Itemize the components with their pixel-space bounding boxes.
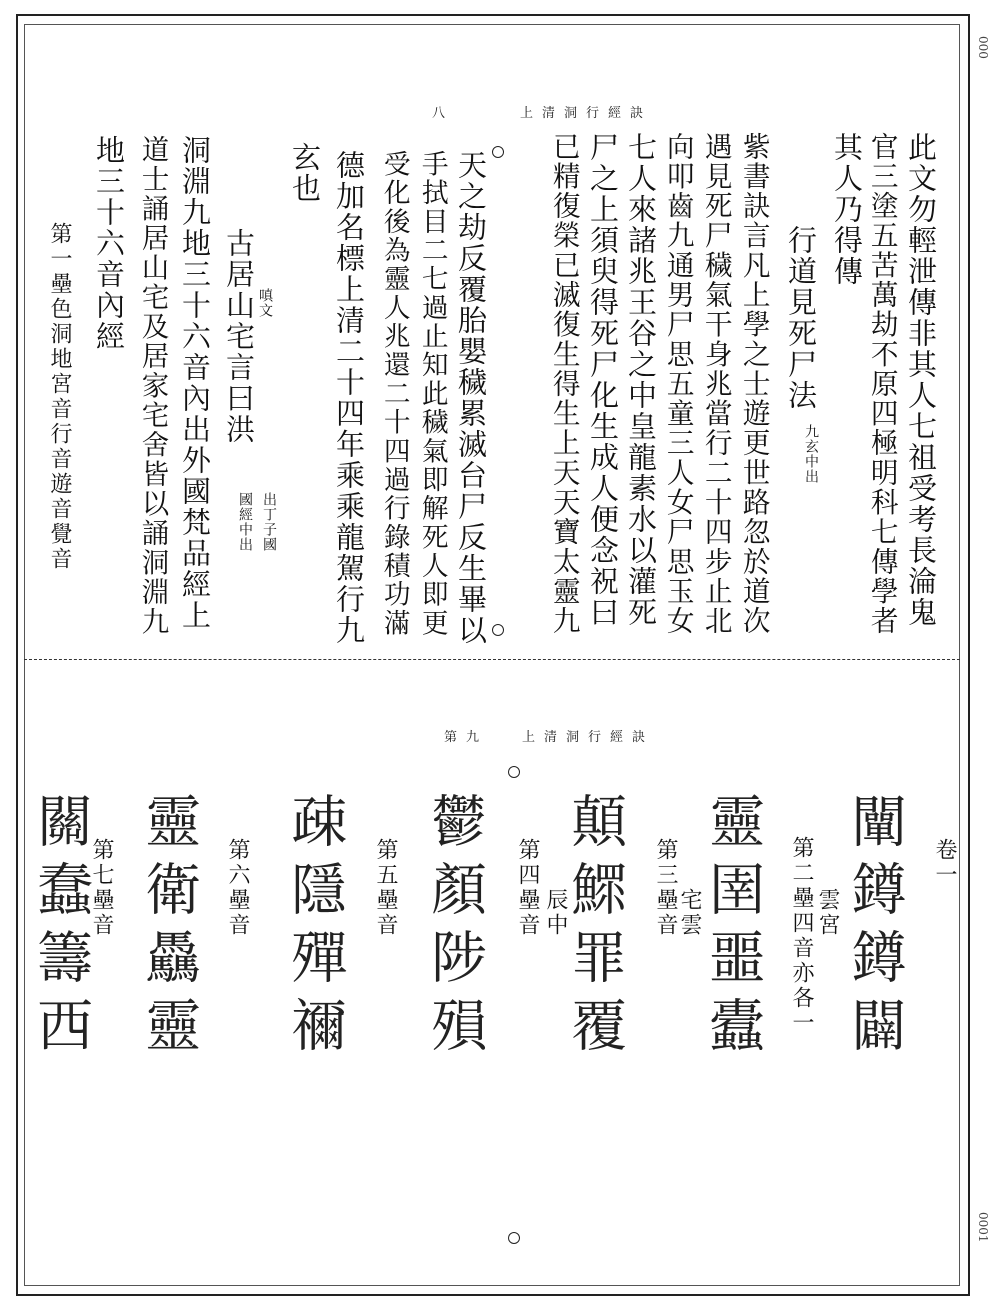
binding-hole-mark [508, 766, 520, 778]
binding-hole-mark [492, 146, 504, 158]
text-column: 天之劫反覆胎嬰穢累滅台尸反生畢以 [454, 150, 488, 646]
seal-script-column: 疎隱殫禰 [282, 792, 348, 1064]
seal-script-column: 闡鐏鐏闢 [842, 792, 908, 1064]
annotation: 國經中出 [237, 492, 253, 552]
seal-script-column: 靈衛驫靈 [136, 792, 202, 1064]
annotation: 出丁子國 [261, 492, 277, 552]
scan-reference-number: 0001 [976, 1212, 990, 1243]
section-heading: 第七壘音 [89, 838, 114, 938]
small-seal-glyphs: 雲宮 [815, 888, 840, 938]
text-column: 德加名標上清二十四年乘乘龍駕行九 [332, 150, 366, 646]
section-heading: 古居山宅言曰洪 [222, 228, 256, 445]
text-column: 向叩齒九通男尸思五童三人女尸思玉女 [661, 132, 695, 636]
small-seal-glyphs: 宅雲 [677, 888, 702, 938]
section-heading: 卷一 [932, 838, 957, 888]
text-column: 此文勿輕泄傳非其人七祖受考長淪鬼 [904, 132, 938, 628]
text-column: 受化後為靈人兆還二十四過行錄積功滿 [378, 150, 410, 638]
seal-script-column: 靈圉噩蠹 [700, 792, 766, 1064]
section-heading: 行道見死尸法 [784, 225, 818, 411]
binding-hole-mark [492, 624, 504, 636]
seal-script-column: 顛鰥罪覆 [562, 792, 628, 1064]
text-column: 道士誦居山宅及居家宅舍皆以誦洞淵九 [136, 135, 169, 637]
text-column: 遇見死尸穢氣干身兆當行二十四步止北 [699, 132, 733, 636]
half-page-divider [24, 659, 960, 660]
lower-page-number: 第九 [444, 730, 489, 745]
upper-running-header: 上清洞行經訣 [520, 106, 653, 121]
text-column: 手拭目二七過止知此穢氣即解死人即更 [416, 150, 448, 638]
text-column: 其人乃得傳 [830, 132, 864, 287]
scan-reference-number: 000 [976, 36, 990, 59]
text-column: 已精復榮已滅復生得生上天天寶太靈九 [547, 132, 581, 636]
section-heading: 第四壘音 [515, 838, 540, 938]
binding-hole-mark [508, 1232, 520, 1244]
seal-script-column: 關蠢籌西 [28, 792, 94, 1064]
text-column: 第一壘色洞地宮音行音遊音覺音 [47, 222, 72, 572]
annotation: 嗔文 [257, 288, 273, 318]
section-heading: 第五壘音 [373, 838, 398, 938]
text-column: 洞淵九地三十六音內出外國梵品經上 [178, 135, 212, 631]
section-heading: 第三壘音 [653, 838, 678, 938]
small-seal-glyphs: 辰中 [543, 888, 568, 938]
text-column: 尸之上須臾得死尸化生成人便念祝曰 [586, 132, 620, 628]
upper-page-number: 八 [432, 106, 455, 121]
text-column: 七人來諸兆王谷之中皇龍素水以灌死 [624, 132, 658, 628]
annotation: 九玄中出 [803, 424, 819, 484]
text-column: 官三塗五苦萬劫不原四極明科七傳學者 [865, 132, 899, 636]
text-column: 紫書訣言凡上學之士遊更世路忽於道次 [737, 132, 771, 636]
section-heading: 第六壘音 [225, 838, 250, 938]
seal-script-column: 鬱顏陟殞 [422, 792, 488, 1064]
section-heading: 第二壘四音亦各一 [789, 836, 814, 1036]
text-column: 玄也 [288, 142, 322, 204]
text-column: 地三十六音內經 [92, 135, 126, 352]
lower-running-header: 上清洞行經訣 [522, 730, 655, 745]
